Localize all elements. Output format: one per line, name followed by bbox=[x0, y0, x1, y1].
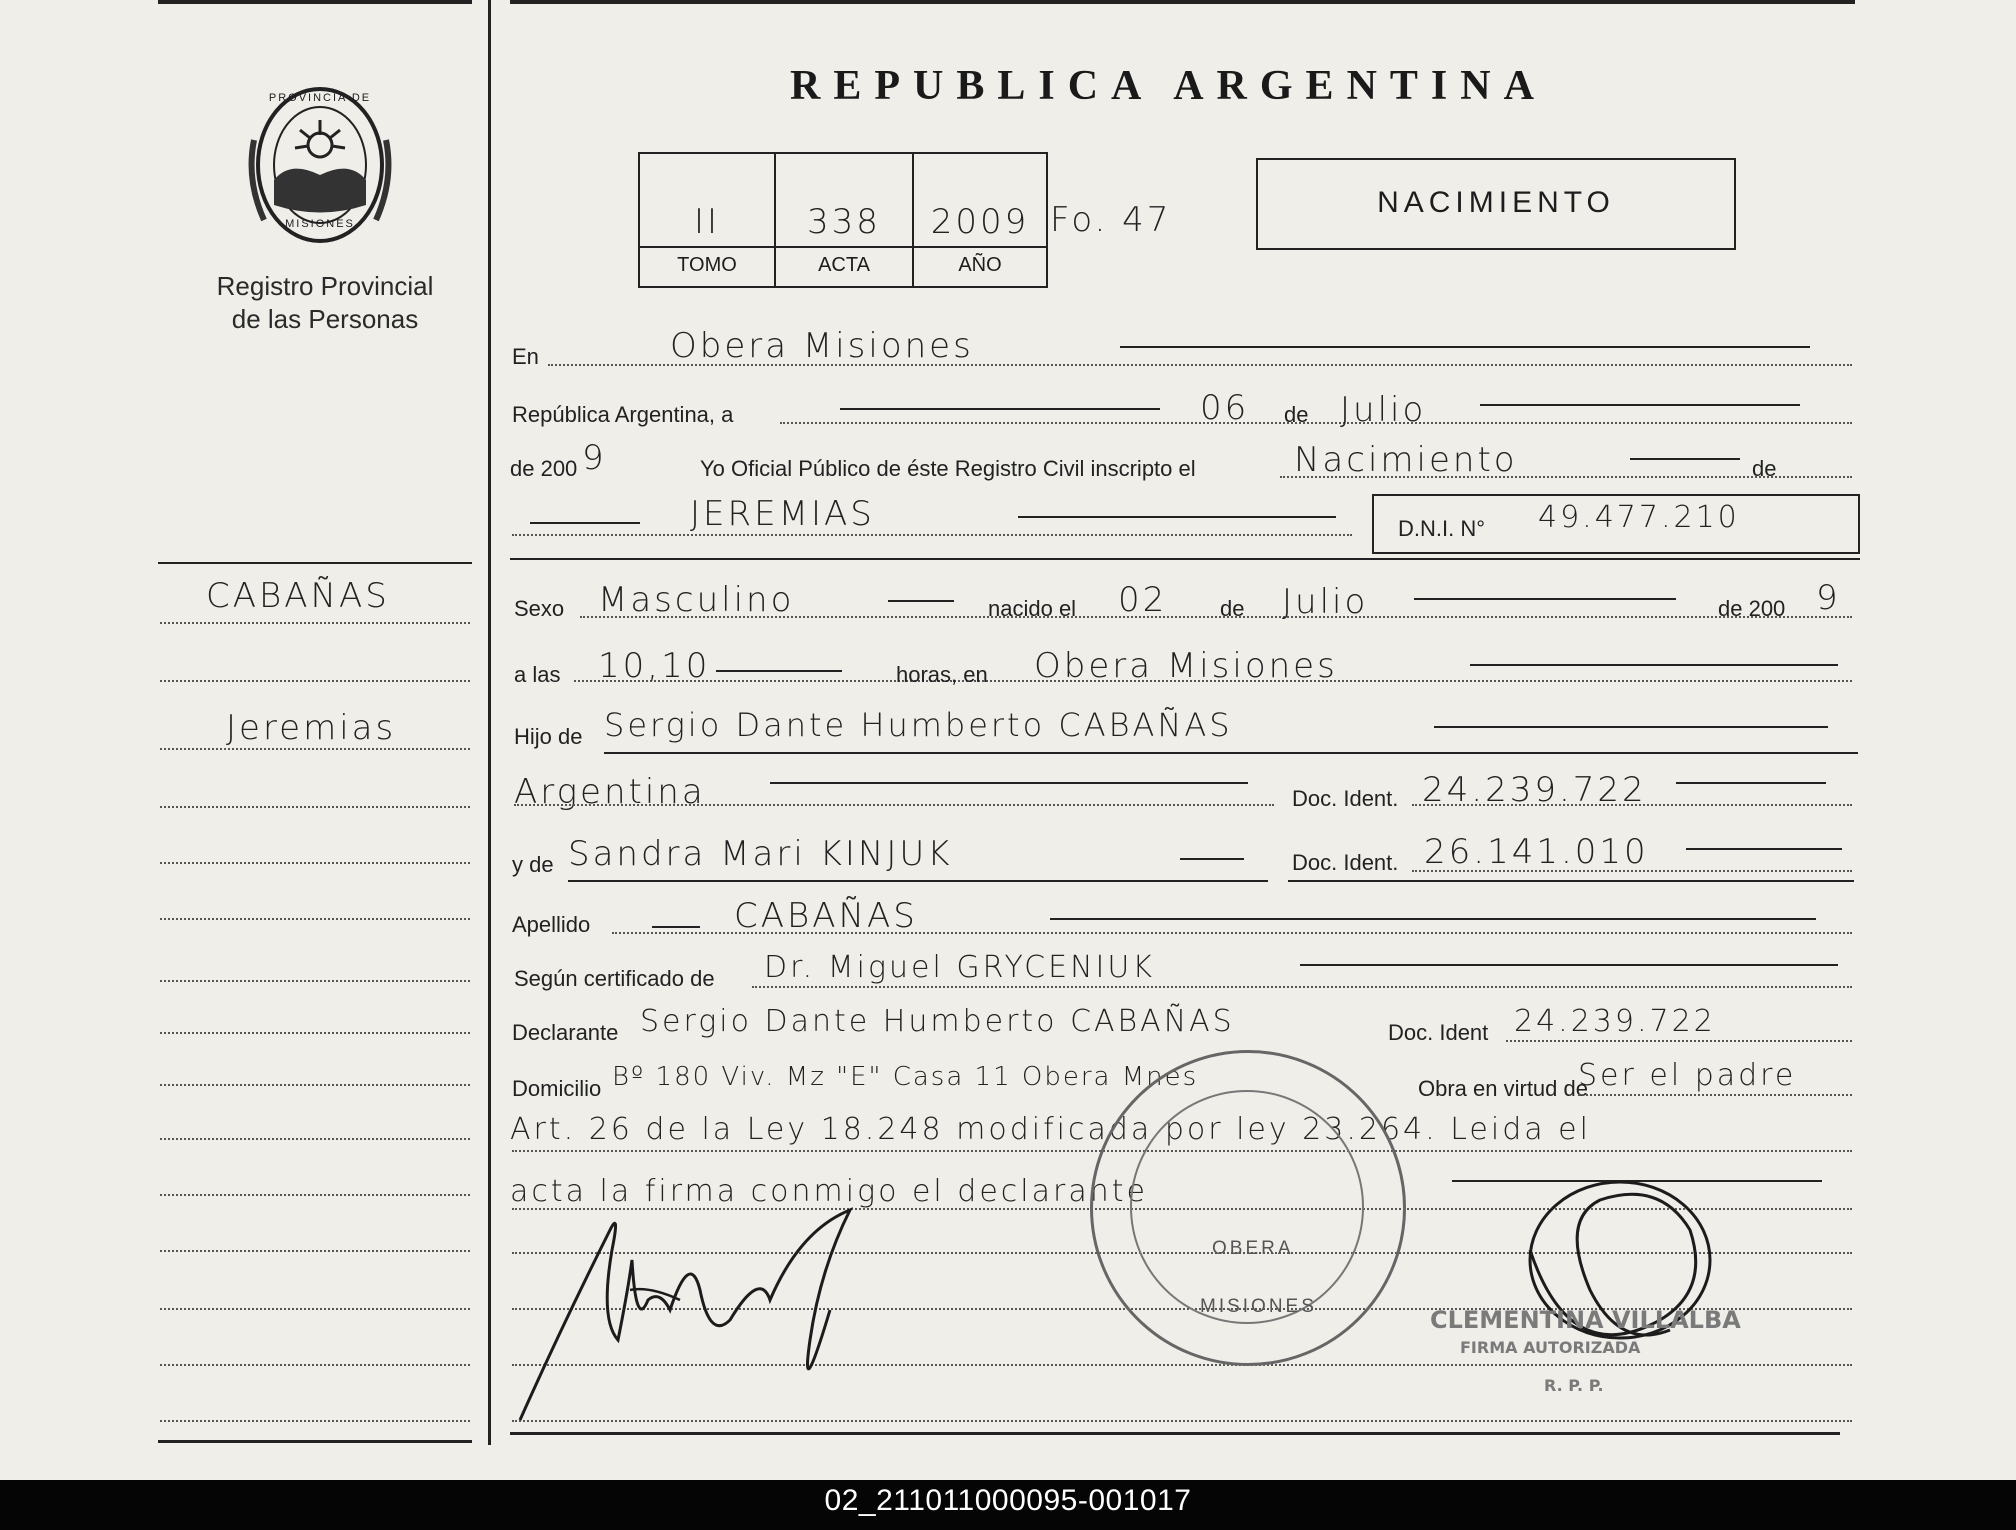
acta-value: 338 bbox=[807, 202, 881, 242]
declarant-signature bbox=[500, 1190, 920, 1430]
registry-line-1: Registro Provincial bbox=[216, 271, 434, 301]
margin-nombre: Jeremias bbox=[226, 708, 397, 748]
dni-label: D.N.I. N° bbox=[1398, 516, 1486, 541]
birth-year-digit: 9 bbox=[1816, 578, 1841, 618]
nombre-value: JEREMIAS bbox=[690, 494, 875, 534]
dni-value: 49.477.210 bbox=[1538, 500, 1740, 535]
registry-name bbox=[180, 270, 470, 336]
declarante-doc-label: Doc. Ident bbox=[1388, 1020, 1489, 1045]
inscribed-as-value: Nacimiento bbox=[1294, 440, 1518, 480]
top-rule-left bbox=[158, 0, 472, 4]
y-de-label: y de bbox=[512, 852, 554, 877]
hora-value: 10,10 bbox=[598, 646, 711, 686]
nota-line-2: acta la firma conmigo el declarante bbox=[510, 1174, 1148, 1209]
seal-top-text: PROVINCIA DE bbox=[268, 92, 372, 104]
act-type: NACIMIENTO bbox=[1377, 186, 1615, 219]
en-label: En bbox=[512, 344, 539, 369]
birth-year-prefix: de 200 bbox=[1718, 596, 1786, 621]
madre-doc: 26.141.010 bbox=[1424, 832, 1649, 872]
dni-box bbox=[1372, 494, 1860, 554]
madre-value: Sandra Mari KINJUK bbox=[568, 834, 953, 874]
segun-label: Según certificado de bbox=[514, 966, 715, 991]
birth-day: 02 bbox=[1118, 580, 1168, 620]
official-signature bbox=[1510, 1170, 1740, 1390]
de-label-2: de bbox=[1752, 456, 1777, 481]
en-value: Obera Misiones bbox=[670, 326, 974, 366]
de-label: de bbox=[1284, 402, 1309, 427]
margin-rule bbox=[158, 562, 472, 564]
bottom-rule-left bbox=[158, 1440, 472, 1443]
nota-line-1: Art. 26 de la Ley 18.248 modificada por ley 23.264. Leida el bbox=[510, 1112, 1591, 1147]
apellido-value: CABAÑAS bbox=[734, 896, 918, 936]
stamp-center: OBERA bbox=[1212, 1238, 1294, 1259]
year-digit: 9 bbox=[582, 438, 607, 478]
official-stamp-role: FIRMA AUTORIZADA bbox=[1460, 1338, 1641, 1357]
year-prefix-label: de 200 bbox=[510, 456, 578, 481]
domicilio-value: Bº 180 Viv. Mz "E" Casa 11 Obera Mnes bbox=[612, 1062, 1199, 1092]
section-rule bbox=[510, 558, 1860, 560]
official-stamp-name: CLEMENTINA VILLALBA bbox=[1430, 1306, 1741, 1334]
tomo-value: II bbox=[693, 202, 721, 242]
sexo-value: Masculino bbox=[598, 580, 795, 620]
bottom-rule-right bbox=[510, 1432, 1840, 1435]
horas-en-label: horas, en bbox=[896, 662, 988, 687]
act-type-box bbox=[1256, 158, 1736, 250]
medico-value: Dr. Miguel GRYCENIUK bbox=[764, 950, 1155, 985]
margin-apellido: CABAÑAS bbox=[206, 576, 390, 616]
padre-value: Sergio Dante Humberto CABAÑAS bbox=[604, 706, 1233, 744]
birth-month: Julio bbox=[1282, 582, 1369, 622]
padre-doc: 24.239.722 bbox=[1422, 770, 1647, 810]
declarante-label: Declarante bbox=[512, 1020, 619, 1045]
ano-label: AÑO bbox=[958, 254, 1002, 276]
apellido-label: Apellido bbox=[512, 912, 591, 937]
de-label-3: de bbox=[1220, 596, 1245, 621]
footer-id: 02_211011000095-001017 bbox=[824, 1484, 1192, 1517]
record-table bbox=[638, 152, 1048, 288]
country-title: REPUBLICA ARGENTINA bbox=[790, 63, 1547, 109]
obra-label: Obra en virtud de bbox=[1418, 1076, 1588, 1101]
doc-ident-label-madre: Doc. Ident. bbox=[1292, 850, 1399, 875]
domicilio-label: Domicilio bbox=[512, 1076, 602, 1101]
seal-bottom-text: MISIONES bbox=[285, 218, 355, 230]
nacido-label: nacido el bbox=[988, 596, 1077, 621]
month-value: Julio bbox=[1340, 390, 1427, 430]
declarante-value: Sergio Dante Humberto CABAÑAS bbox=[640, 1004, 1235, 1039]
a-las-label: a las bbox=[514, 662, 561, 687]
top-rule-right bbox=[510, 0, 1855, 4]
hijo-de-label: Hijo de bbox=[514, 724, 583, 749]
stamp-text: MISIONES bbox=[1200, 1296, 1317, 1317]
sexo-label: Sexo bbox=[514, 596, 565, 621]
lugar-value: Obera Misiones bbox=[1034, 646, 1338, 686]
ano-value: 2009 bbox=[930, 202, 1030, 242]
official-stamp-office: R. P. P. bbox=[1544, 1376, 1604, 1395]
republica-label: República Argentina, a bbox=[512, 402, 734, 427]
doc-ident-label-padre: Doc. Ident. bbox=[1292, 786, 1399, 811]
registry-line-2: de las Personas bbox=[231, 304, 419, 334]
column-divider bbox=[488, 0, 491, 1445]
padre-nacionalidad: Argentina bbox=[514, 772, 706, 812]
declarante-doc: 24.239.722 bbox=[1514, 1004, 1716, 1039]
acta-label: ACTA bbox=[818, 254, 870, 276]
tomo-label: TOMO bbox=[677, 254, 737, 276]
folio-value: Fo. 47 bbox=[1050, 200, 1172, 240]
oficial-text: Yo Oficial Público de éste Registro Civil inscripto el bbox=[700, 456, 1196, 481]
day-value: 06 bbox=[1200, 388, 1250, 428]
obra-value: Ser el padre bbox=[1578, 1058, 1797, 1093]
